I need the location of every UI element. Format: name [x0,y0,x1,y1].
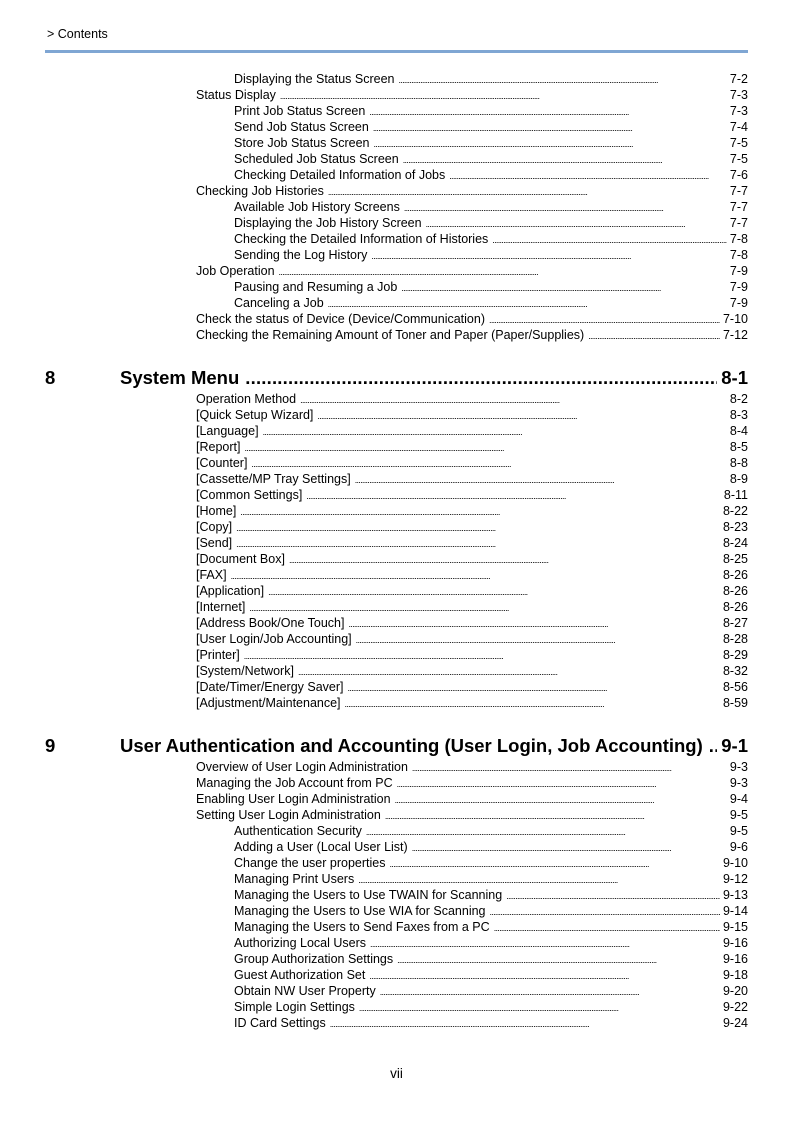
dot-leader [374,136,727,152]
chapter-number: 8 [45,367,56,388]
dot-leader [231,568,720,584]
toc-entry-title: Managing Print Users [234,872,355,886]
toc-entry-page: 7-8 [729,248,748,262]
chapter-heading[interactable] [45,735,748,757]
toc-entry-page: 8-24 [722,536,748,550]
toc-entry[interactable] [234,151,748,168]
toc-entry-page: 7-4 [729,120,748,134]
toc-entry-page: 8-4 [729,424,748,438]
chapter-title-row [120,367,748,389]
toc-entry[interactable] [196,87,748,104]
toc-entry-title: [Send] [196,536,233,550]
toc-entry-title: Status Display [196,88,276,102]
toc-entry-title: Checking the Remaining Amount of Toner and Paper (Paper/Supplies) [196,328,585,342]
dot-leader [328,296,727,312]
dot-leader [412,760,727,776]
dot-leader [244,440,726,456]
toc-entry-title: [Address Book/One Touch] [196,616,345,630]
chapter-number: 9 [45,735,56,756]
toc-entry-title: Canceling a Job [234,296,324,310]
toc-entry-title: [Counter] [196,456,248,470]
toc-entry-page: 9-18 [722,968,748,982]
toc-entry-page: 7-8 [729,232,748,246]
dot-leader [366,824,727,840]
toc-entry-title: Checking Detailed Information of Jobs [234,168,446,182]
dot-leader [279,264,727,280]
toc-entry-page: 9-10 [722,856,748,870]
dot-leader [385,808,727,824]
toc-entry[interactable] [196,535,748,552]
dot-leader [489,312,720,328]
dot-leader [263,424,727,440]
toc-entry[interactable] [196,599,748,616]
toc-entry[interactable] [196,439,748,456]
toc-entry[interactable] [234,967,748,984]
toc-entry[interactable] [234,231,748,248]
toc-entry[interactable] [234,855,748,872]
dot-leader [397,952,720,968]
toc-entry-page: 8-2 [729,392,748,406]
dot-leader [404,200,727,216]
dot-leader [369,968,720,984]
toc-entry-page: 8-26 [722,600,748,614]
toc-entry[interactable] [196,663,748,680]
toc-entry[interactable] [234,823,748,840]
dot-leader [306,488,721,504]
toc-entry-page: 8-3 [729,408,748,422]
toc-entry[interactable] [196,615,748,632]
toc-entry-page: 9-16 [722,952,748,966]
toc-entry-title: Operation Method [196,392,297,406]
toc-entry-page: 9-24 [722,1016,748,1030]
toc-entry[interactable] [196,775,748,792]
toc-entry-page: 9-5 [729,824,748,838]
toc-entry[interactable] [196,695,748,712]
toc-entry-page: 8-56 [722,680,748,694]
toc-entry[interactable] [196,327,748,344]
dot-leader [403,152,727,168]
toc-entry[interactable] [234,279,748,296]
toc-entry-title: Adding a User (Local User List) [234,840,408,854]
toc-entry-page: 9-15 [722,920,748,934]
toc-entry[interactable] [234,295,748,312]
toc-entry-title: Checking the Detailed Information of Histories [234,232,489,246]
dot-leader [709,735,718,757]
toc-entry-page: 8-59 [722,696,748,710]
toc-entry[interactable] [234,167,748,184]
toc-entry-title: [User Login/Job Accounting] [196,632,352,646]
toc-entry-page: 9-6 [729,840,748,854]
toc-entry[interactable] [234,135,748,152]
dot-leader [245,367,717,389]
chapter-title: System Menu [120,367,240,388]
dot-leader [298,664,720,680]
toc-entry-title: Simple Login Settings [234,1000,355,1014]
toc-entry-title: Pausing and Resuming a Job [234,280,398,294]
toc-entry[interactable] [234,119,748,136]
dot-leader [401,280,727,296]
dot-leader [280,88,727,104]
toc-entry-page: 7-5 [729,136,748,150]
toc-entry[interactable] [234,871,748,888]
dot-leader [289,552,720,568]
toc-entry-page: 8-5 [729,440,748,454]
toc-entry[interactable] [234,903,748,920]
page-number: vii [390,1066,403,1081]
toc-entry-page: 9-3 [729,776,748,790]
toc-entry-page: 8-26 [722,584,748,598]
toc-entry-page: 8-32 [722,664,748,678]
dot-leader [490,904,720,920]
toc-entry-title: Change the user properties [234,856,386,870]
toc-entry-title: ID Card Settings [234,1016,326,1030]
chapter-heading[interactable] [45,367,748,389]
toc-entry-title: [Home] [196,504,237,518]
toc-entry[interactable] [234,247,748,264]
toc-entry-page: 7-10 [722,312,748,326]
toc-entry-title: Setting User Login Administration [196,808,381,822]
toc-entry-page: 8-26 [722,568,748,582]
toc-entry-page: 7-3 [729,88,748,102]
toc-entry-title: [Common Settings] [196,488,303,502]
dot-leader [506,888,720,904]
dot-leader [240,504,720,520]
toc-entry-title: Managing the Users to Use WIA for Scanning [234,904,486,918]
dot-leader [244,648,720,664]
toc-entry-page: 8-9 [729,472,748,486]
dot-leader [345,696,720,712]
toc-entry-title: [Adjustment/Maintenance] [196,696,341,710]
toc-entry[interactable] [196,183,748,200]
toc-entry[interactable] [196,487,748,504]
toc-entry[interactable] [234,839,748,856]
dot-leader [328,184,727,200]
toc-entry-title: Managing the Users to Send Faxes from a PC [234,920,490,934]
toc-entry[interactable] [196,519,748,536]
dot-leader [348,680,720,696]
toc-entry-page: 7-7 [729,184,748,198]
toc-entry-page: 7-9 [729,296,748,310]
toc-entry-page: 9-5 [729,808,748,822]
dot-leader [492,232,727,248]
dot-leader [251,456,727,472]
toc-entry-title: Print Job Status Screen [234,104,366,118]
toc-entry-page: 8-11 [723,488,748,502]
toc-entry[interactable] [196,759,748,776]
toc-entry-title: Overview of User Login Administration [196,760,408,774]
toc-entry[interactable] [196,679,748,696]
toc-entry-page: 9-3 [729,760,748,774]
dot-leader [268,584,720,600]
toc-entry[interactable] [196,807,748,824]
toc-entry-title: [Internet] [196,600,246,614]
breadcrumb[interactable]: > Contents [47,27,108,41]
chapter-title: User Authentication and Accounting (User Login, Job Accounting) [120,735,703,756]
toc-entry-title: Enabling User Login Administration [196,792,391,806]
chapter-page: 9-1 [721,735,748,756]
toc-entry[interactable] [196,263,748,280]
toc-entry-title: Send Job Status Screen [234,120,369,134]
toc-entry-page: 9-14 [722,904,748,918]
toc-entry-title: Managing the Users to Use TWAIN for Scanning [234,888,503,902]
chapter-page: 8-1 [721,367,748,388]
toc-entry-page: 8-22 [722,504,748,518]
dot-leader [399,72,727,88]
toc-entry-title: Store Job Status Screen [234,136,370,150]
dot-leader [370,936,720,952]
toc-entry[interactable] [196,423,748,440]
toc-entry-page: 8-8 [729,456,748,470]
toc-entry-page: 9-13 [722,888,748,902]
dot-leader [389,856,719,872]
dot-leader [412,840,727,856]
toc-entry[interactable] [196,471,748,488]
toc-entry-title: Guest Authorization Set [234,968,366,982]
toc-entry-page: 9-16 [722,936,748,950]
dot-leader [426,216,727,232]
toc-entry[interactable] [234,71,748,88]
toc-entry-title: Managing the Job Account from PC [196,776,393,790]
toc-entry[interactable] [234,887,748,904]
toc-entry[interactable] [196,551,748,568]
dot-leader [356,632,720,648]
toc-entry-title: [Date/Timer/Energy Saver] [196,680,344,694]
toc-entry-title: Check the status of Device (Device/Communication) [196,312,486,326]
toc-entry-page: 7-7 [729,200,748,214]
toc-entry-page: 7-9 [729,280,748,294]
toc-entry-title: Displaying the Status Screen [234,72,395,86]
toc-entry-title: Available Job History Screens [234,200,400,214]
dot-leader [300,392,727,408]
dot-leader [494,920,720,936]
dot-leader [348,616,720,632]
toc-entry[interactable] [234,919,748,936]
dot-leader [236,536,720,552]
toc-entry[interactable] [234,999,748,1016]
toc-entry-page: 9-20 [722,984,748,998]
dot-leader [359,1000,720,1016]
toc-entry-page: 7-6 [729,168,748,182]
toc-entry-title: Scheduled Job Status Screen [234,152,399,166]
toc-entry[interactable] [234,215,748,232]
dot-leader [355,472,727,488]
toc-entry[interactable] [234,935,748,952]
toc-entry-title: [Application] [196,584,265,598]
dot-leader [588,328,720,344]
dot-leader [358,872,720,888]
toc-entry[interactable] [196,407,748,424]
toc-entry-page: 9-4 [729,792,748,806]
toc-entry[interactable] [196,791,748,808]
toc-entry[interactable] [196,647,748,664]
dot-leader [249,600,720,616]
toc-entry-page: 8-28 [722,632,748,646]
dot-leader [369,104,727,120]
toc-entry-page: 7-5 [729,152,748,166]
toc-entry[interactable] [234,951,748,968]
toc-entry-title: [FAX] [196,568,227,582]
toc-entry[interactable] [234,199,748,216]
dot-leader [371,248,727,264]
toc-entry[interactable] [196,455,748,472]
toc-entry-title: [Printer] [196,648,240,662]
dot-leader [236,520,720,536]
dot-leader [397,776,727,792]
toc-entry-title: [Document Box] [196,552,285,566]
toc-entry[interactable] [234,1015,748,1032]
toc-entry-title: Authentication Security [234,824,362,838]
toc-entry-title: [Quick Setup Wizard] [196,408,314,422]
dot-leader [330,1016,720,1032]
toc-entry-title: Job Operation [196,264,275,278]
toc-entry-title: Displaying the Job History Screen [234,216,422,230]
toc-entry[interactable] [196,567,748,584]
toc-entry[interactable] [196,311,748,328]
toc-entry-page: 7-12 [722,328,748,342]
toc-entry-page: 8-29 [722,648,748,662]
toc-entry-title: [Cassette/MP Tray Settings] [196,472,351,486]
toc-entry-page: 7-7 [729,216,748,230]
toc-entry-title: Group Authorization Settings [234,952,394,966]
toc-entry[interactable] [196,583,748,600]
toc-entry-page: 9-22 [722,1000,748,1014]
toc-entry[interactable] [196,391,748,408]
toc-entry-page: 8-23 [722,520,748,534]
dot-leader [317,408,727,424]
toc-entry[interactable] [234,103,748,120]
toc-entry[interactable] [196,503,748,520]
toc-entry-title: Obtain NW User Property [234,984,376,998]
dot-leader [449,168,727,184]
toc-entry-page: 7-3 [729,104,748,118]
toc-entry[interactable] [234,983,748,1000]
toc-entry-title: Sending the Log History [234,248,368,262]
toc-entry-title: [System/Network] [196,664,294,678]
toc-entry-title: [Report] [196,440,241,454]
header-divider [45,50,748,53]
chapter-title-row [120,735,748,757]
toc-entry-page: 8-25 [722,552,748,566]
toc-entry-page: 8-27 [722,616,748,630]
toc-entry-page: 7-2 [729,72,748,86]
toc-entry-title: [Language] [196,424,259,438]
dot-leader [380,984,720,1000]
toc-entry-page: 9-12 [722,872,748,886]
toc-entry-page: 7-9 [729,264,748,278]
dot-leader [373,120,727,136]
toc-entry-title: Authorizing Local Users [234,936,367,950]
toc-entry[interactable] [196,631,748,648]
toc-entry-title: Checking Job Histories [196,184,324,198]
dot-leader [395,792,727,808]
toc-entry-title: [Copy] [196,520,233,534]
